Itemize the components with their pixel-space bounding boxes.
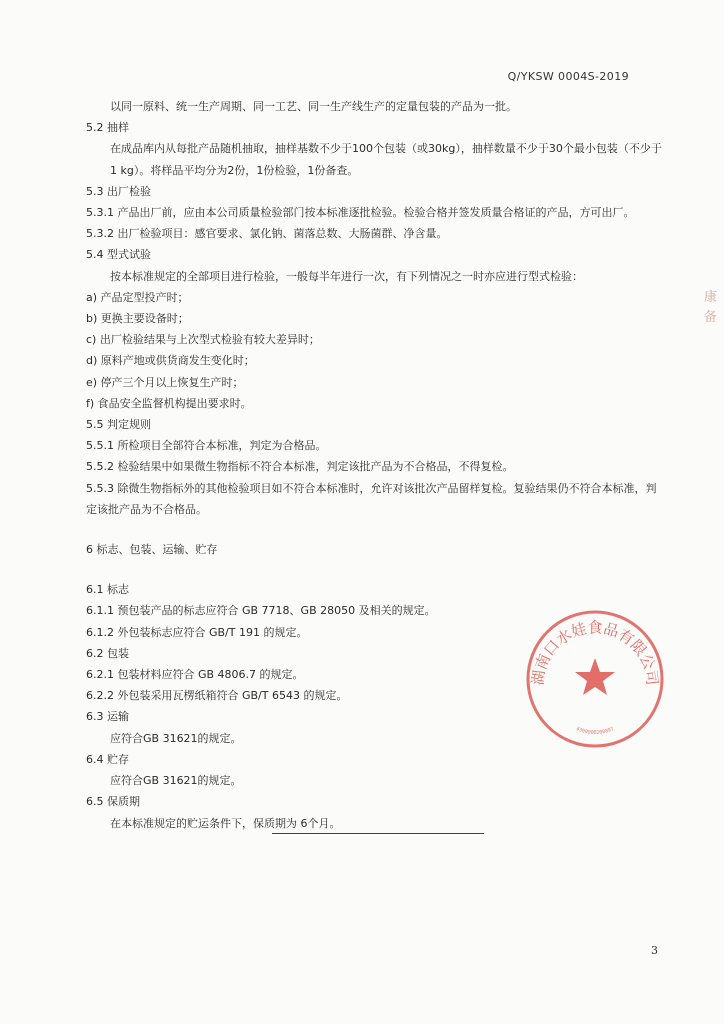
text-line: 6.1 标志 (86, 583, 129, 597)
text-line: 5.4 型式试验 (86, 248, 151, 262)
text-line: c) 出厂检验结果与上次型式检验有较大差异时； (86, 333, 320, 347)
text-line: 6 标志、包装、运输、贮存 (86, 543, 218, 557)
blank-line (86, 560, 666, 579)
text-line: 6.3 运输 (86, 710, 129, 724)
text-line: e) 停产三个月以上恢复生产时； (86, 375, 244, 389)
text-line: 以同一原料、统一生产周期、同一工艺、同一生产线生产的定量包装的产品为一批。 (110, 100, 517, 113)
page-number: 3 (651, 944, 658, 957)
text-line: 6.2.1 包装材料应符合 GB 4806.7 的规定。 (86, 668, 304, 682)
company-seal (522, 606, 668, 752)
seal-star-icon (575, 658, 615, 695)
text-line: 6.1.2 外包装标志应符合 GB/T 191 的规定。 (86, 625, 308, 639)
text-line: a) 产品定型投产时； (86, 290, 189, 304)
text-line: 6.5 保质期 (86, 795, 140, 809)
text-line: 按本标准规定的全部项目进行检验，一般每半年进行一次，有下列情况之一时亦应进行型式检验： (110, 269, 583, 283)
document-id: Q/YKSW 0004S-2019 (507, 70, 629, 83)
text-line: 应符合GB 31621的规定。 (110, 774, 242, 788)
text-line: 6.2 包装 (86, 646, 129, 660)
text-line: 5.5.1 所检项目全部符合本标准，判定为合格品。 (86, 439, 327, 453)
seal-text: 湖南口水娃食品有限公司 (528, 618, 662, 687)
text-line: f) 食品安全监督机构提出要求时。 (86, 396, 252, 410)
text-line: 6.2.2 外包装采用瓦楞纸箱符合 GB/T 6543 的规定。 (86, 689, 348, 703)
side-stamp-char: 康 (704, 290, 718, 305)
text-line: 在成品库内从每批产品随机抽取，抽样基数不少于100个包装（或30kg），抽样数量不少于30个最小包装（不少于1 kg）。将样品平均分为2份，1份检验，1份备查。 (110, 142, 662, 177)
text-line: 5.5.3 除微生物指标外的其他检验项目如不符合本标准时，允许对该批次产品留样复检。复验结果仍不符合本标准，判定该批产品为不合格品。 (86, 481, 657, 516)
text-line: 5.3.1 产品出厂前，应由本公司质量检验部门按本标准逐批检验。检验合格并签发质量合格证的产品，方可出厂。 (86, 206, 635, 220)
text-line: 6.1.1 预包装产品的标志应符合 GB 7718、GB 28050 及相关的规定。 (86, 604, 436, 618)
text-line: 5.3 出厂检验 (86, 184, 151, 198)
text-line: 应符合GB 31621的规定。 (110, 731, 242, 745)
faded-mark (26, 56, 86, 80)
text-line: 5.3.2 出厂检验项目：感官要求、氯化钠、菌落总数、大肠菌群、净含量。 (86, 227, 448, 241)
text-line: d) 原料产地或供货商发生变化时； (86, 354, 255, 368)
side-stamp (700, 288, 724, 350)
text-line: 5.5.2 检验结果中如果微生物指标不符合本标准，判定该批产品为不合格品，不得复检。 (86, 460, 514, 474)
seal-number: 4300000200897 (575, 726, 615, 736)
text-line: 6.4 贮存 (86, 752, 129, 766)
text-line: 5.5 判定规则 (86, 418, 151, 432)
blank-line (86, 520, 666, 539)
text-line: b) 更换主要设备时； (86, 312, 189, 326)
side-stamp-char: 备 (704, 310, 718, 325)
end-divider (272, 833, 484, 834)
text-line: 在本标准规定的贮运条件下，保质期为 6个月。 (110, 816, 341, 830)
text-line: 5.2 抽样 (86, 121, 129, 135)
